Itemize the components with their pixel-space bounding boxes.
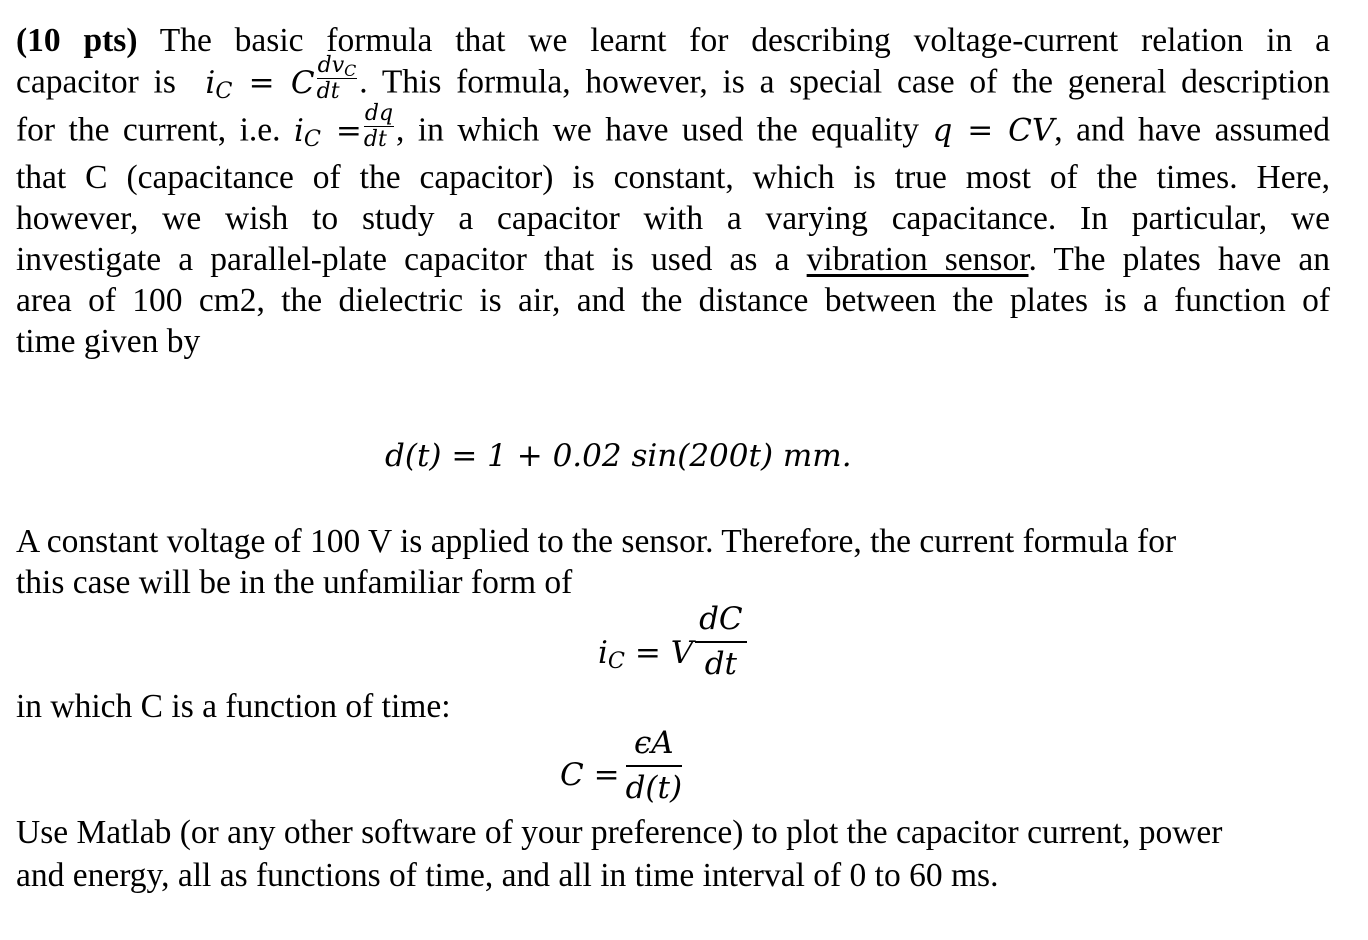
line-7: area of 100 cm2, the dielectric is air, and the distance between the plates is a function of: [16, 282, 1330, 319]
num-sub: C: [344, 60, 357, 80]
fraction-numerator: dC: [695, 604, 747, 643]
problem-text: [16, 20, 1330, 362]
vibration-sensor-link[interactable]: vibration sensor: [806, 241, 1029, 278]
formula-ic: [205, 64, 315, 105]
distance-equation: d(t) = 1 + 0.02 sin(200t) mm.: [385, 438, 852, 474]
intro-paragraph: [16, 20, 1330, 362]
text-segment: investigate a parallel-plate capacitor that is used as a: [16, 241, 790, 278]
line-8: time given by: [16, 323, 201, 360]
formula-q-cv: q = CV: [932, 112, 1055, 149]
fraction-denominator: dt: [316, 79, 340, 104]
sub-c: C: [303, 126, 321, 153]
line-3: [16, 101, 1330, 157]
eq3-lhs: C =: [560, 756, 620, 793]
var-c: C: [290, 64, 315, 101]
fraction-numerator: dq: [364, 101, 394, 126]
var-i: i: [293, 112, 304, 149]
num-text: dv: [317, 53, 345, 78]
fraction-denominator: dt: [363, 127, 387, 152]
fraction-denominator: dt: [704, 646, 738, 682]
current-equation: [598, 601, 751, 682]
text-segment: , and have assumed: [1054, 111, 1330, 149]
fraction-dc-dt: [695, 601, 747, 682]
fraction-dq-dt: [364, 103, 394, 151]
eq2-lhs: [598, 634, 694, 675]
sub-c: C: [607, 648, 625, 675]
fraction-ea-dt: [625, 725, 683, 806]
points-label: (10 pts): [16, 22, 138, 59]
instruction-line-2: and energy, all as functions of time, and all in time interval of 0 to 60 ms.: [16, 857, 999, 894]
text-segment: The basic formula that we learnt for describing voltage-current relation in a: [159, 22, 1330, 59]
text-segment: for the current, i.e.: [16, 111, 281, 149]
line-5: however, we wish to study a capacitor with a varying capacitance. In particular, we: [16, 200, 1330, 237]
fraction-numerator: [317, 55, 358, 79]
text-segment: . The plates have an: [1028, 241, 1330, 278]
fraction-numerator: ϵA: [626, 728, 683, 767]
formula-ic-2: [293, 112, 362, 153]
line-1: [16, 20, 1330, 61]
voltage-paragraph-line-1: A constant voltage of 100 V is applied to the sensor. Therefore, the current formula for: [16, 523, 1177, 560]
line-2: [16, 53, 1330, 109]
equals-sign: =: [335, 112, 362, 149]
fraction-denominator: d(t): [625, 770, 683, 806]
instruction-line-1: Use Matlab (or any other software of your preference) to plot the capacitor current, power: [16, 814, 1223, 851]
capacitance-equation: [560, 725, 686, 806]
equals-sign: =: [248, 64, 275, 101]
eq2-v: = V: [634, 634, 694, 671]
var-i: i: [205, 64, 216, 101]
text-segment: . This formula, however, is a special case of the general description: [359, 63, 1330, 101]
fraction-dvc-dt: [317, 55, 358, 103]
line-6: [16, 239, 1330, 280]
var-i: i: [598, 634, 608, 671]
text-segment: , in which we have used the equality: [396, 111, 920, 149]
voltage-paragraph-line-2: this case will be in the unfamiliar form of: [16, 564, 573, 601]
sub-c: C: [215, 78, 233, 105]
text-segment: capacitor is: [16, 63, 176, 101]
line-4: that C (capacitance of the capacitor) is constant, which is true most of the times. Here,: [16, 159, 1330, 196]
time-function-text: in which C is a function of time:: [16, 688, 451, 725]
